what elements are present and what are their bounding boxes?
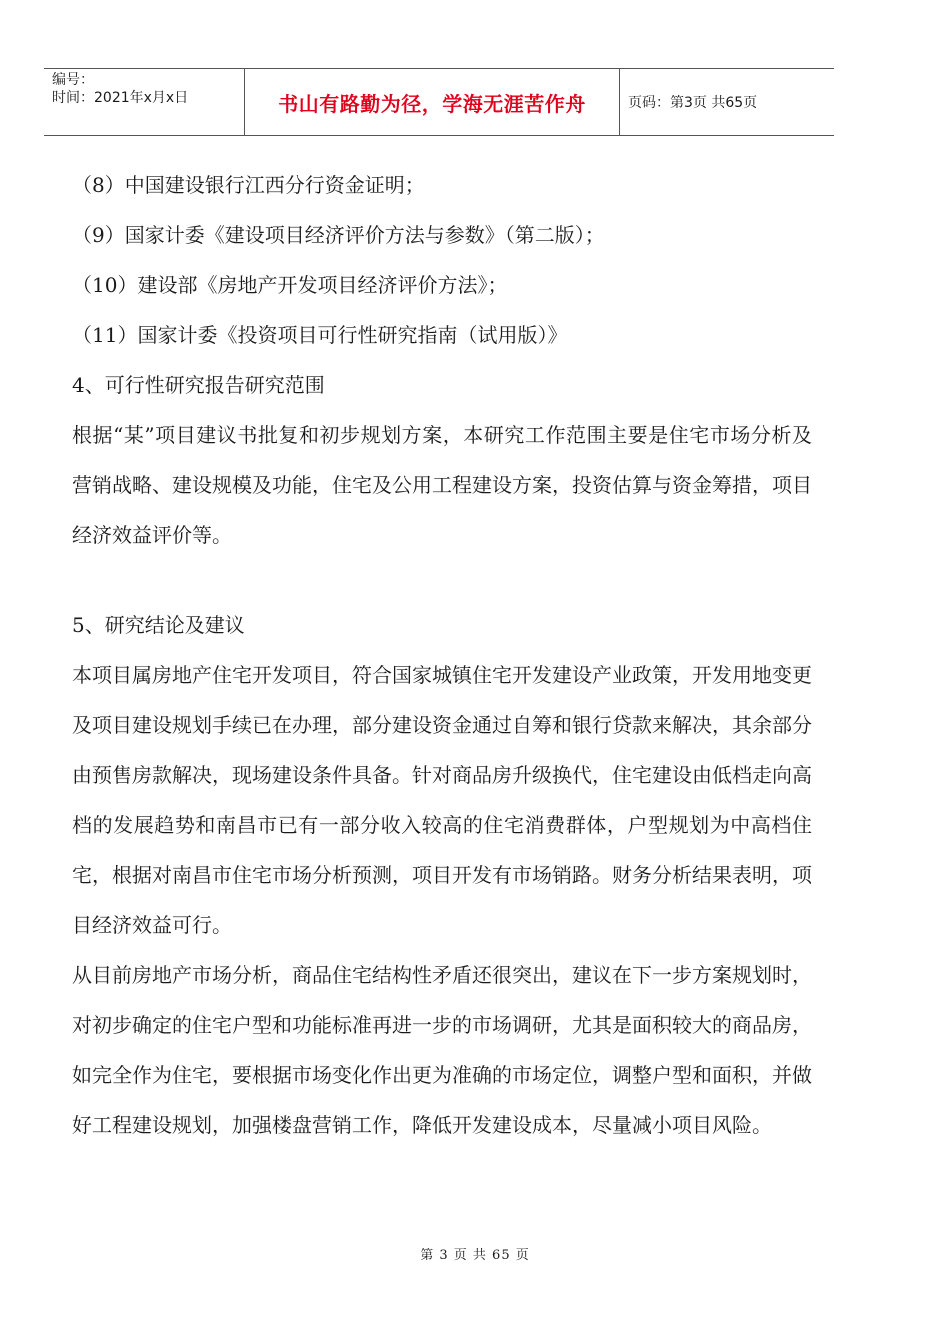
section-4-paragraph: 根据“某”项目建议书批复和初步规划方案，本研究工作范围主要是住宅市场分析及营销战略、建设规模及功能，住宅及公用工程建设方案，投资估算与资金筹措，项目经济效益评价等。 (72, 423, 812, 547)
page-number-label: 页码：第3页 共65页 (628, 95, 758, 111)
page-footer (0, 1244, 950, 1263)
page-header (44, 68, 834, 136)
reference-item: （9）国家计委《建设项目经济评价方法与参数》（第二版）； (72, 223, 605, 247)
document-body (72, 160, 812, 1150)
reference-item: （8）中国建设银行江西分行资金证明； (72, 173, 425, 197)
header-meta (44, 69, 245, 135)
header-motto (245, 69, 620, 135)
section-5-paragraph-1: 本项目属房地产住宅开发项目，符合国家城镇住宅开发建设产业政策，开发用地变更及项目建设规划手续已在办理，部分建设资金通过自筹和银行贷款来解决，其余部分由预售房款解决，现场建设条件具备。针对商品房升级换代，住宅建设由低档走向高档的发展趋势和南昌市已有一部分收入较高的住宅消费群体，户型规划为中高档住宅，根据对南昌市住宅市场分析预测，项目开发有市场销路。财务分析结果表明，项目经济效益可行。 (72, 663, 812, 937)
header-page-info (620, 69, 834, 135)
reference-item: （10）建设部《房地产开发项目经济评价方法》； (72, 273, 508, 297)
document-number-label: 编号： (52, 72, 94, 88)
motto-text: 书山有路勤为径，学海无涯苦作舟 (278, 91, 586, 116)
footer-page-number: 第 3 页 共 65 页 (420, 1248, 530, 1263)
document-time-label: 时间：2021年x月x日 (52, 90, 189, 106)
section-4-heading: 4、可行性研究报告研究范围 (72, 373, 325, 397)
reference-item: （11）国家计委《投资项目可行性研究指南（试用版）》 (72, 323, 568, 347)
section-spacer (72, 560, 812, 600)
section-5-paragraph-2: 从目前房地产市场分析，商品住宅结构性矛盾还很突出，建议在下一步方案规划时，对初步确定的住宅户型和功能标准再进一步的市场调研，尤其是面积较大的商品房，如完全作为住宅，要根据市场变化作出更为准确的市场定位，调整户型和面积，并做好工程建设规划，加强楼盘营销工作，降低开发建设成本，尽量减小项目风险。 (72, 963, 812, 1137)
section-5-heading: 5、研究结论及建议 (72, 613, 245, 637)
